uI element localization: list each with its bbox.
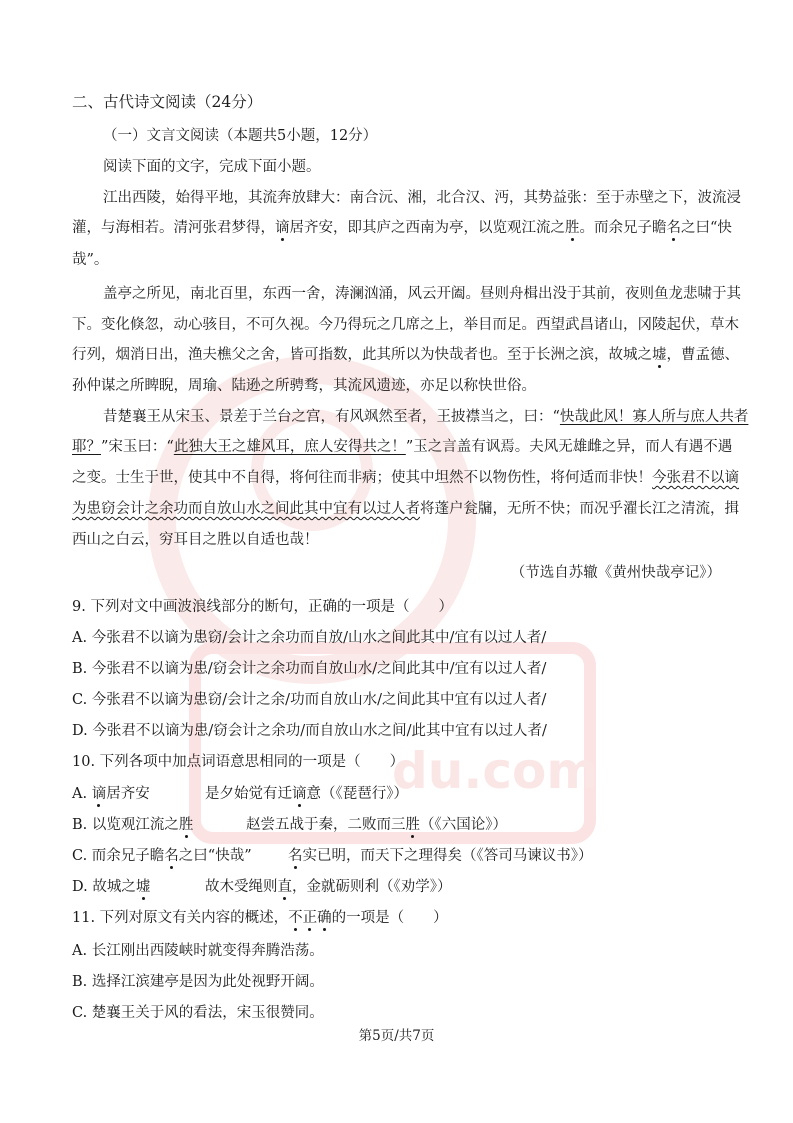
instruction: 阅读下面的文字，完成下面小题。 [103, 159, 321, 175]
dotted-word: 名 [666, 220, 681, 236]
passage-line: 昔楚襄王从宋玉、景差于兰台之宫，有风飒然至者，王披襟当之，曰：“快哉此风！寡人所与庶人共者 [103, 409, 749, 425]
question-10-option-c: C. 而余兄子瞻名之曰“快哉” [72, 848, 252, 864]
underlined-phrase: 耶？ [72, 439, 101, 455]
question-9-option-d: D. 今张君不以谪为患/窃会计之余功/而自放山水之间/此其中宜有以过人者/ [72, 723, 547, 739]
passage-line: 行列，烟消日出，渔夫樵父之舍，皆可指数，此其所以为快哉者也。至于长洲之滨，故城之墟，曹孟德、 [72, 347, 739, 363]
dotted-word: 不 [288, 910, 303, 926]
question-9-stem: 9. 下列对文中画波浪线部分的断句，正确的一项是（ ） [72, 599, 453, 615]
passage-line: 盖亭之所见，南北百里，东西一舍，涛澜汹涌，风云开阖。昼则舟楫出没于其前，夜则鱼龙悲啸于其 [103, 286, 741, 302]
dotted-word: 名 [288, 848, 303, 864]
dotted-word: 正 [302, 910, 318, 926]
passage-source: （节选自苏辙《黄州快哉亭记》） [510, 565, 721, 581]
dotted-word: 墟 [135, 879, 151, 895]
question-11-option-c: C. 楚襄王关于风的看法，宋玉很赞同。 [72, 1005, 324, 1021]
dotted-word: 胜 [178, 817, 194, 833]
page-footer: 第5页/共7页 [358, 1028, 435, 1044]
dotted-word: 胜 [565, 220, 580, 236]
question-10-option-b-compare: 赵尝五战于秦，二败而三胜（《六国论》） [246, 817, 507, 833]
dotted-word: 名 [164, 848, 179, 864]
question-10-option-d-compare: 故木受绳则直，金就砺则利（《劝学》） [205, 879, 452, 895]
question-9-option-b: B. 今张君不以谪为患/窃会计之余功而自放山水/之间此其中/宜有以过人者/ [72, 661, 547, 677]
passage-line: 之变。士生于世，使其中不自得，将何往而非病；使其中坦然不以物伤性，将何适而非快！今张君不以谪 [72, 470, 739, 486]
question-9-option-a: A. 今张君不以谪为患窃/会计之余功而自放/山水之间此其中/宜有以过人者/ [72, 630, 547, 646]
dotted-word: 胜 [405, 817, 420, 833]
question-10-option-a: A. 谪居齐安 [72, 786, 150, 802]
passage-line: 灌，与海相若。清河张君梦得，谪居齐安，即其庐之西南为亭，以览观江流之胜。而余兄子瞻名之曰“快 [72, 220, 732, 236]
question-10-option-b: B. 以览观江流之胜 [72, 817, 194, 833]
passage-line: 哉”。 [72, 252, 109, 268]
question-11-option-b: B. 选择江滨建亭是因为此处视野开阔。 [72, 974, 324, 990]
question-9-option-c: C. 今张君不以谪为患窃/会计之余/功而自放山水/之间此其中宜有以过人者/ [72, 692, 547, 708]
dotted-word: 谪 [275, 220, 290, 236]
passage-line: 为患窃会计之余功而自放山水之间此其中宜有以过人者将蓬户瓮牖，无所不快；而况乎濯长江之清流，揖 [72, 501, 739, 517]
dotted-word: 确 [317, 910, 332, 926]
question-10-stem: 10. 下列各项中加点词语意思相同的一项是（ ） [72, 754, 405, 770]
dotted-word: 直 [277, 879, 292, 895]
dotted-word: 墟 [652, 347, 667, 363]
wavy-underlined-phrase: 为患窃会计之余功而自放山水之间此其中宜有以过人者 [72, 501, 420, 517]
question-10-option-a-compare: 是夕始觉有迁谪意（《琵琶行》） [205, 786, 408, 802]
dotted-word: 谪 [292, 786, 307, 802]
question-10-option-c-compare: 名实已明，而天下之理得矣（《答司马谏议书》） [288, 848, 593, 864]
watermark-text: du.com [392, 742, 599, 800]
passage-line: 江出西陵，始得平地，其流奔放肆大：南合沅、湘，北合汉、沔，其势益张：至于赤壁之下，波流浸 [103, 190, 741, 206]
passage-line: 下。变化倏忽，动心骇目，不可久视。今乃得玩之几席之上，举目而足。西望武昌诸山，冈陵起伏，草木 [72, 317, 739, 333]
wavy-underlined-phrase: 今张君不以谪 [652, 470, 739, 486]
underlined-phrase: 快哉此风！寡人所与庶人共者 [559, 409, 749, 425]
passage-line: 孙仲谋之所睥睨，周瑜、陆逊之所骋骛，其流风遗迹，亦足以称快世俗。 [72, 378, 536, 394]
passage-line: 西山之白云，穷耳目之胜以自适也哉！ [72, 532, 319, 548]
subsection-title: （一）文言文阅读（本题共5小题，12分） [103, 128, 378, 144]
passage-line: 耶？”宋玉曰：“此独大王之雄风耳，庶人安得共之！”玉之言盖有讽焉。夫风无雄雌之异，而人有遇不遇 [72, 439, 733, 455]
underlined-phrase: 此独大王之雄风耳，庶人安得共之！ [173, 439, 406, 455]
question-10-option-d: D. 故城之墟 [72, 879, 151, 895]
dotted-word: 谪 [91, 786, 107, 802]
question-11-stem: 11. 下列对原文有关内容的概述，不正确的一项是（ ） [72, 910, 448, 926]
question-11-option-a: A. 长江刚出西陵峡时就变得奔腾浩荡。 [72, 943, 324, 959]
section-title: 二、古代诗文阅读（24分） [72, 93, 263, 111]
